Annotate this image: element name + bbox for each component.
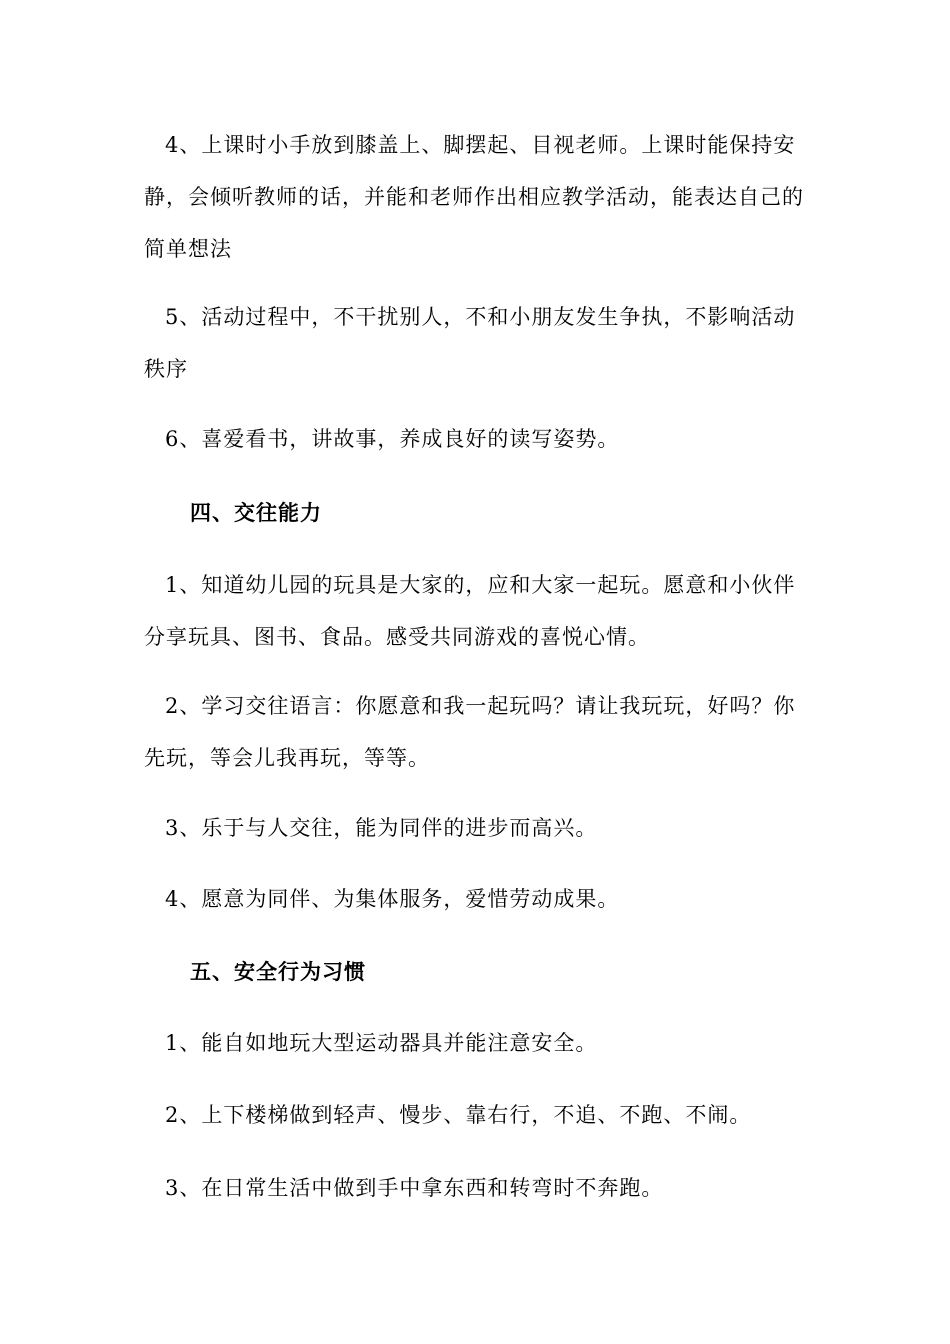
- paragraph-habit-5: 5、活动过程中，不干扰别人，不和小朋友发生争执，不影响活动秩序: [144, 305, 796, 381]
- list-item-communication-1: 1、知道幼儿园的玩具是大家的，应和大家一起玩。愿意和小伙伴分享玩具、图书、食品。感受共同游戏的喜悦心情。: [144, 573, 796, 649]
- list-item-communication-3: 3、乐于与人交往，能为同伴的进步而高兴。: [165, 816, 598, 840]
- list-item-communication-2: 2、学习交往语言：你愿意和我一起玩吗？请让我玩玩，好吗？你先玩，等会儿我再玩，等等。: [144, 694, 796, 770]
- paragraph-habit-4: 4、上课时小手放到膝盖上、脚摆起、目视老师。上课时能保持安静，会倾听教师的话，并能和老师作出相应教学活动，能表达自己的简单想法: [144, 133, 804, 261]
- list-item-safety-2: 2、上下楼梯做到轻声、慢步、靠右行，不追、不跑、不闹。: [165, 1103, 752, 1127]
- list-item-safety-1: 1、能自如地玩大型运动器具并能注意安全。: [165, 1031, 598, 1055]
- section-heading-safety: 五、安全行为习惯: [190, 959, 366, 984]
- paragraph-habit-6: 6、喜爱看书，讲故事，养成良好的读写姿势。: [165, 427, 620, 451]
- list-item-safety-3: 3、在日常生活中做到手中拿东西和转弯时不奔跑。: [165, 1176, 664, 1200]
- list-item-communication-4: 4、愿意为同伴、为集体服务，爱惜劳动成果。: [165, 887, 620, 911]
- section-heading-communication: 四、交往能力: [190, 500, 322, 525]
